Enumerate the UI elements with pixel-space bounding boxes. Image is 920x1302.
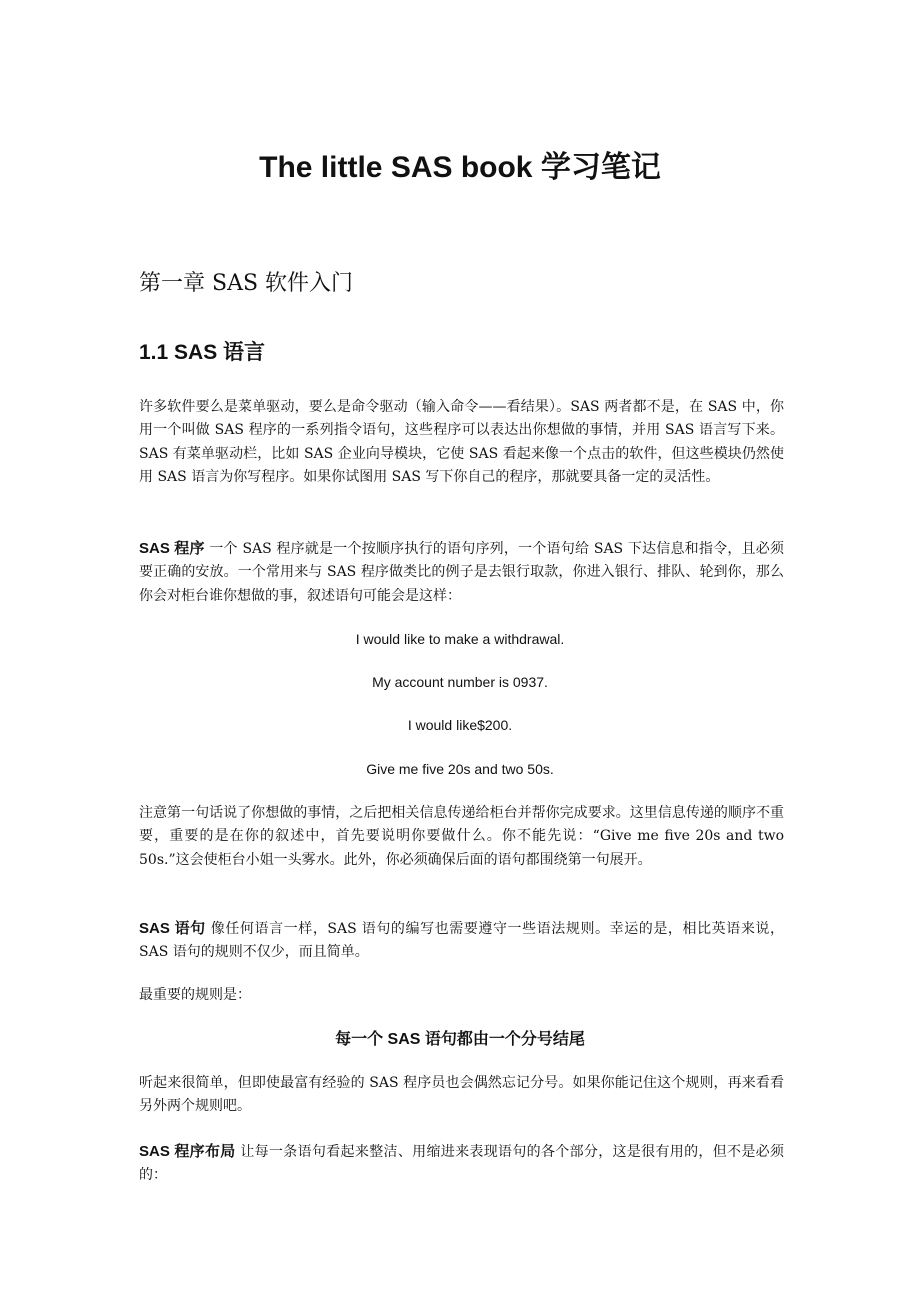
layout-text: 让每一条语句看起来整洁、用缩进来表现语句的各个部分，这是很有用的，但不是必须的： <box>139 1144 784 1184</box>
intro-paragraph: 许多软件要么是菜单驱动，要么是命令驱动（输入命令——看结果）。SAS 两者都不是，在 SAS 中，你用一个叫做 SAS 程序的一系列指令语句，这些程序可以表达出你想做的事情，并用 SAS 语言写下来。SAS 有菜单驱动栏，比如 SAS 企业向导模块，它使 SAS 看起来像一个点击的软件，但这些模块仍然使用 SAS 语言为你写程序。如果你试图用 SAS 写下你自己的程序，那就要具备一定的灵活性。 <box>139 399 784 485</box>
statement-lead: SAS 语句 <box>139 920 206 937</box>
document-title: The little SAS book 学习笔记 <box>259 151 661 184</box>
program-paragraph <box>139 537 784 608</box>
example-line-1: I would like to make a withdrawal. <box>355 631 565 647</box>
statement-paragraph <box>139 917 784 965</box>
section-heading: 1.1 SAS 语言 <box>139 341 266 364</box>
rule-intro: 最重要的规则是： <box>139 987 251 1003</box>
chapter-heading: 第一章 SAS 软件入门 <box>139 271 354 296</box>
statement-text: 像任何语言一样，SAS 语句的编写也需要遵守一些语法规则。幸运的是，相比英语来说，SAS 语句的规则不仅少，而且简单。 <box>139 921 784 961</box>
layout-lead: SAS 程序布局 <box>139 1143 236 1160</box>
example-line-2: My account number is 0937. <box>372 674 548 690</box>
example-line-4: Give me five 20s and two 50s. <box>366 761 554 777</box>
layout-paragraph <box>139 1140 784 1188</box>
rule-followup-paragraph: 听起来很简单，但即使最富有经验的 SAS 程序员也会偶然忘记分号。如果你能记住这个规则，再来看看另外两个规则吧。 <box>139 1075 784 1115</box>
program-text: 一个 SAS 程序就是一个按顺序执行的语句序列，一个语句给 SAS 下达信息和指令，且必须要正确的安放。一个常用来与 SAS 程序做类比的例子是去银行取款，你进入银行、排队、轮到你，那么你会对柜台谁你想做的事，叙述语句可能会是这样： <box>139 541 784 604</box>
example-line-3: I would like$200. <box>407 717 513 733</box>
note-paragraph: 注意第一句话说了你想做的事情，之后把相关信息传递给柜台并帮你完成要求。这里信息传递的顺序不重要，重要的是在你的叙述中，首先要说明你要做什么。你不能先说：“Give me five 20s and two 50s.”这会使柜台小姐一头雾水。此外，你必须确保后面的语句都围绕第一句展开。 <box>139 805 784 868</box>
main-rule: 每一个 SAS 语句都由一个分号结尾 <box>335 1031 585 1048</box>
program-lead: SAS 程序 <box>139 540 205 557</box>
